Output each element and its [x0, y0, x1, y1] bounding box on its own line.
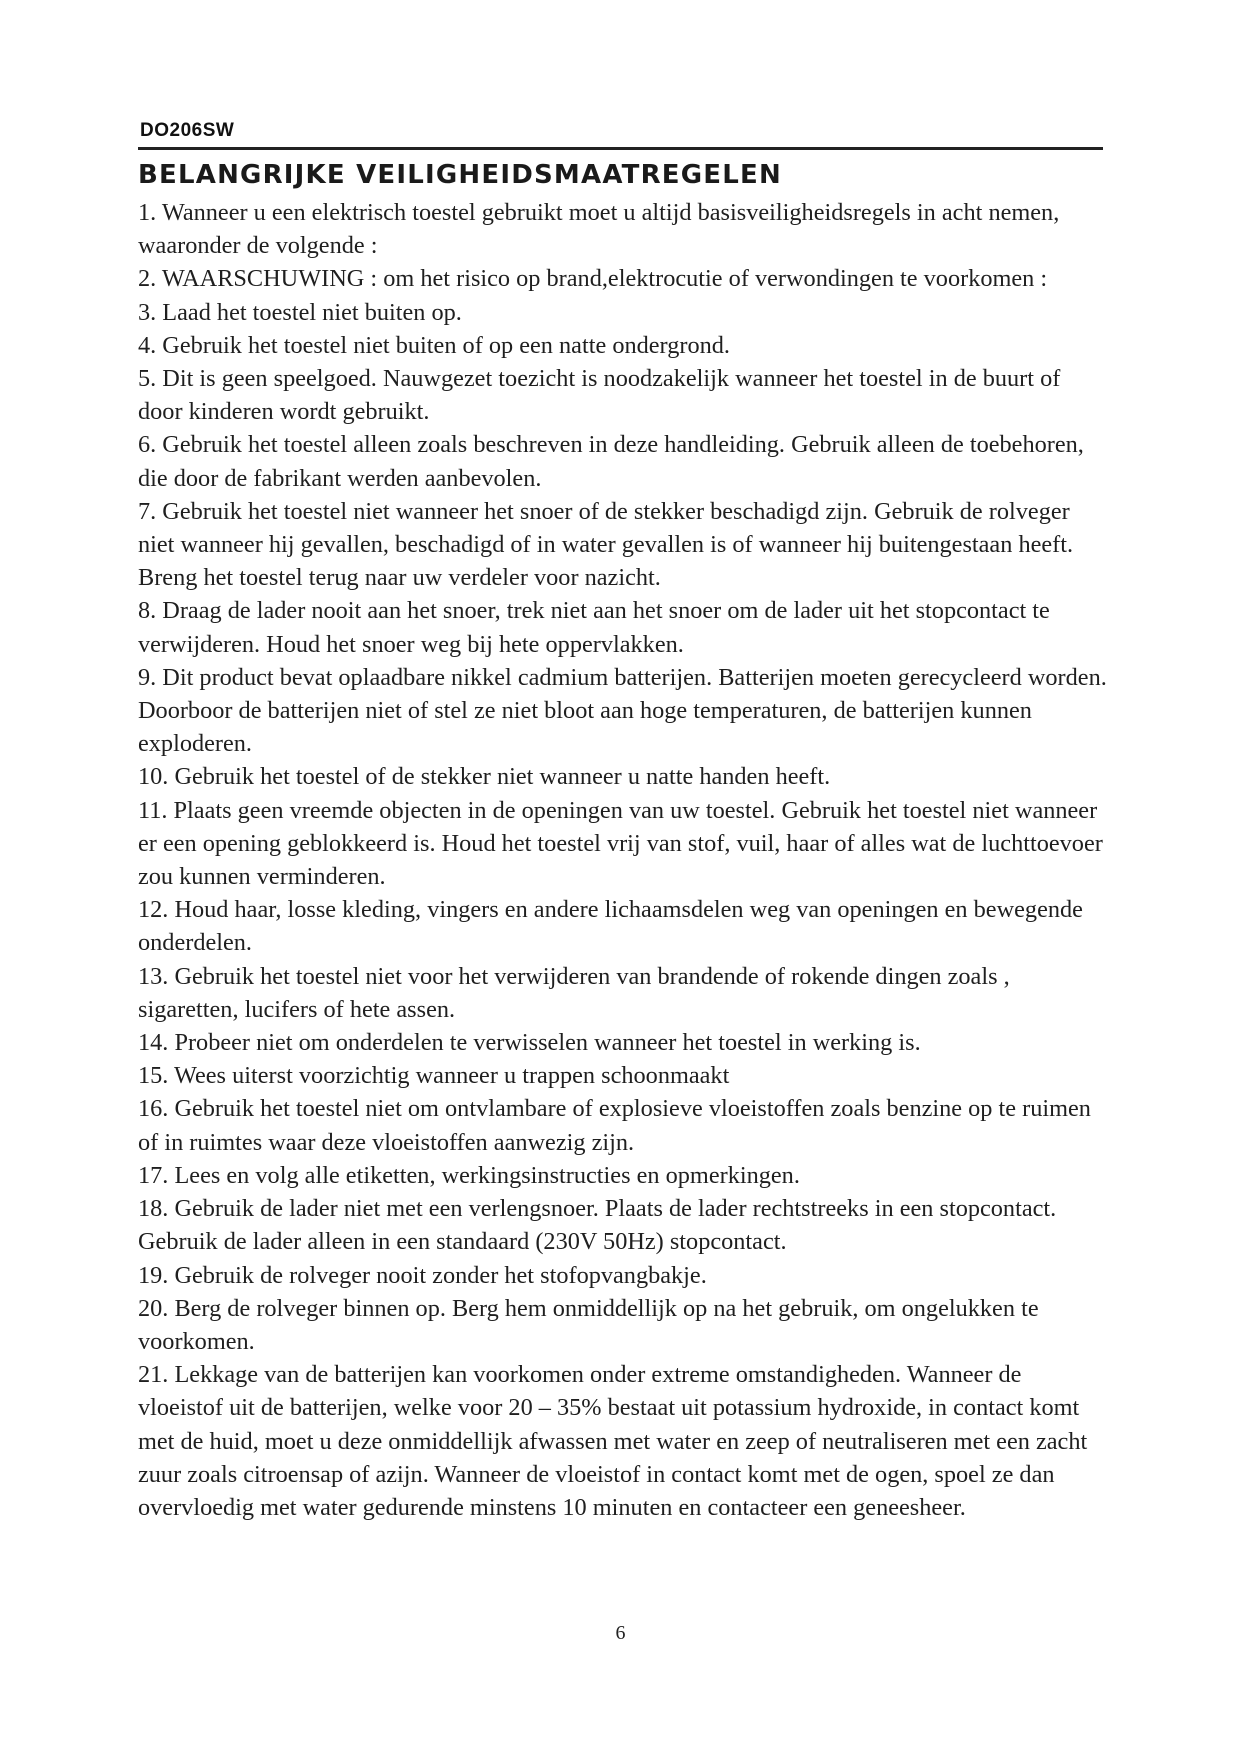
list-item: 14. Probeer niet om onderdelen te verwisselen wanneer het toestel in werking is.: [138, 1029, 921, 1057]
header-divider: [138, 147, 1103, 150]
page-title: BELANGRIJKE VEILIGHEIDSMAATREGELEN: [138, 160, 782, 190]
list-item: 10. Gebruik het toestel of de stekker niet wanneer u natte handen heeft.: [138, 763, 831, 791]
page-number: 6: [615, 1622, 626, 1644]
list-item: 7. Gebruik het toestel niet wanneer het snoer of de stekker beschadigd zijn. Gebruik de rolveger niet wanneer hij gevallen, beschadigd of in water gevallen is of wanneer hij buitengestaan heeft. Breng het toestel terug naar uw verdeler voor nazicht.: [138, 497, 1074, 592]
list-item: 15. Wees uiterst voorzichtig wanneer u trappen schoonmaakt: [138, 1062, 730, 1090]
model-number: DO206SW: [140, 120, 235, 141]
list-item: 6. Gebruik het toestel alleen zoals beschreven in deze handleiding. Gebruik alleen de toebehoren, die door de fabrikant werden aanbevolen.: [138, 431, 1084, 492]
list-item: 19. Gebruik de rolveger nooit zonder het stofopvangbakje.: [138, 1261, 707, 1289]
list-item: 20. Berg de rolveger binnen op. Berg hem onmiddellijk op na het gebruik, om ongelukken te voorkomen.: [138, 1294, 1039, 1355]
list-item: 4. Gebruik het toestel niet buiten of op een natte ondergrond.: [138, 331, 730, 359]
list-item: 9. Dit product bevat oplaadbare nikkel cadmium batterijen. Batterijen moeten gerecycleerd worden. Doorboor de batterijen niet of stel ze niet bloot aan hoge temperaturen, de batterijen kunnen exploderen.: [138, 663, 1107, 758]
list-item: 3. Laad het toestel niet buiten op.: [138, 298, 462, 326]
list-item: 2. WAARSCHUWING : om het risico op brand,elektrocutie of verwondingen te voorkomen :: [138, 265, 1048, 293]
list-item: 8. Draag de lader nooit aan het snoer, trek niet aan het snoer om de lader uit het stopcontact te verwijderen. Houd het snoer weg bij hete oppervlakken.: [138, 597, 1050, 658]
list-item: 13. Gebruik het toestel niet voor het verwijderen van brandende of rokende dingen zoals , sigaretten, lucifers of hete assen.: [138, 962, 1010, 1023]
list-item: 16. Gebruik het toestel niet om ontvlambare of explosieve vloeistoffen zoals benzine op te ruimen of in ruimtes waar deze vloeistoffen aanwezig zijn.: [138, 1095, 1091, 1156]
safety-instructions-list: [138, 196, 1110, 1524]
list-item: 1. Wanneer u een elektrisch toestel gebruikt moet u altijd basisveiligheidsregels in acht nemen, waaronder de volgende :: [138, 199, 1060, 260]
list-item: 5. Dit is geen speelgoed. Nauwgezet toezicht is noodzakelijk wanneer het toestel in de buurt of door kinderen wordt gebruikt.: [138, 365, 1061, 426]
list-item: 11. Plaats geen vreemde objecten in de openingen van uw toestel. Gebruik het toestel niet wanneer er een opening geblokkeerd is. Houd het toestel vrij van stof, vuil, haar of alles wat de luchttoevoer zou kunnen verminderen.: [138, 796, 1103, 891]
list-item: 12. Houd haar, losse kleding, vingers en andere lichaamsdelen weg van openingen en bewegende onderdelen.: [138, 896, 1083, 957]
list-item: 21. Lekkage van de batterijen kan voorkomen onder extreme omstandigheden. Wanneer de vloeistof uit de batterijen, welke voor 20 – 35% bestaat uit potassium hydroxide, in contact komt met de huid, moet u deze onmiddellijk afwassen met water en zeep of neutraliseren met een zacht zuur zoals citroensap of azijn. Wanneer de vloeistof in contact komt met de ogen, spoel ze dan overvloedig met water gedurende minstens 10 minuten en contacteer een geneesheer.: [138, 1361, 1088, 1521]
list-item: 17. Lees en volg alle etiketten, werkingsinstructies en opmerkingen.: [138, 1161, 800, 1189]
list-item: 18. Gebruik de lader niet met een verlengsnoer. Plaats de lader rechtstreeks in een stopcontact. Gebruik de lader alleen in een standaard (230V 50Hz) stopcontact.: [138, 1195, 1057, 1256]
